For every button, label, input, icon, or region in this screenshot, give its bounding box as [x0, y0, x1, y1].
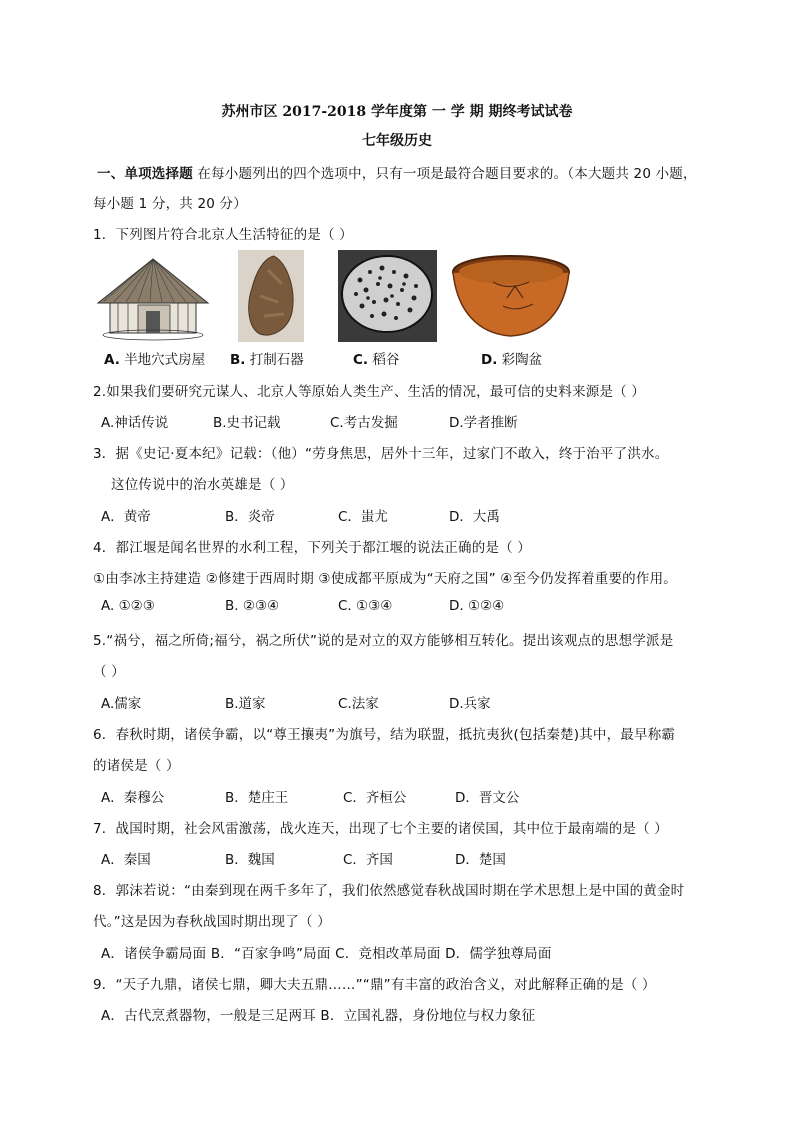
q4-option-d: D. ①②④	[449, 598, 505, 614]
q3-option-c: C．蚩尤	[338, 509, 388, 525]
question-4-statements: ①由李冰主持建造 ②修建于西周时期 ③使成都平原成为“天府之国” ④至今仍发挥着重要的作用。	[93, 571, 677, 587]
question-1-stem: 1．下列图片符合北京人生活特征的是（ ）	[93, 227, 353, 243]
q7-option-d: D．楚国	[455, 852, 506, 868]
question-5-stem: 5.“祸兮，福之所倚;福兮，祸之所伏”说的是对立的双方能够相互转化。提出该观点的思想学派是	[93, 633, 674, 649]
question-6-stem-cont: 的诸侯是（ ）	[93, 758, 180, 774]
q3-option-d: D．大禹	[449, 509, 500, 525]
q1-option-c-letter: C.	[353, 352, 369, 368]
q3-option-b: B．炎帝	[225, 509, 275, 525]
q1-option-d-letter: D.	[481, 352, 498, 368]
exam-subtitle: 七年级历史	[362, 133, 432, 149]
section-instruction-cont: 每小题 1 分，共 20 分）	[93, 196, 247, 212]
q7-option-a: A．秦国	[101, 852, 151, 868]
exam-title: 苏州市区 2017-2018 学年度第 一 学 期 期终考试试卷	[221, 104, 573, 120]
q2-option-b: B.史书记载	[213, 415, 281, 431]
q6-option-c: C．齐桓公	[343, 790, 407, 806]
question-9-stem: 9．“天子九鼎，诸侯七鼎，卿大夫五鼎……”“鼎”有丰富的政治含义，对此解释正确的是（ ）	[93, 977, 656, 993]
q3-option-a: A．黄帝	[101, 509, 151, 525]
q7-option-b: B．魏国	[225, 852, 275, 868]
section-heading: 一、单项选择题	[97, 166, 193, 182]
hut-image	[94, 255, 212, 341]
painted-pottery-image	[449, 252, 573, 340]
q2-option-c: C.考古发掘	[330, 415, 398, 431]
q1-option-a-letter: A.	[104, 352, 120, 368]
stone-tool-image	[238, 250, 304, 342]
q2-option-a: A.神话传说	[101, 415, 169, 431]
question-8-stem: 8．郭沫若说：“由秦到现在两千多年了，我们依然感觉春秋战国时期在学术思想上是中国的黄金时	[93, 883, 685, 899]
q1-option-d-text: 彩陶盆	[497, 352, 543, 368]
question-8-stem-cont: 代。”这是因为春秋战国时期出现了（ ）	[93, 914, 331, 930]
section-instruction: 在每小题列出的四个选项中，只有一项是最符合题目要求的。（本大题共 20 小题，	[192, 166, 697, 182]
q1-option-b-letter: B.	[230, 352, 246, 368]
q1-option-c	[353, 348, 399, 368]
q1-option-b-text: 打制石器	[245, 352, 304, 368]
q1-option-d	[481, 348, 542, 368]
q5-option-b: B.道家	[225, 696, 266, 712]
q1-option-a-text: 半地穴式房屋	[119, 352, 206, 368]
q5-option-c: C.法家	[338, 696, 379, 712]
q7-option-c: C．齐国	[343, 852, 393, 868]
question-5-stem-cont: （ ）	[93, 664, 125, 680]
question-7-stem: 7．战国时期，社会风雷激荡，战火连天，出现了七个主要的诸侯国，其中位于最南端的是（ ）	[93, 821, 668, 837]
question-8-options: A．诸侯争霸局面 B．“百家争鸣”局面 C．竞相改革局面 D．儒学独尊局面	[101, 946, 552, 962]
question-4-stem: 4．都江堰是闻名世界的水利工程，下列关于都江堰的说法正确的是（ ）	[93, 540, 531, 556]
rice-grain-image	[338, 250, 437, 342]
question-2-stem: 2.如果我们要研究元谋人、北京人等原始人类生产、生活的情况，最可信的史料来源是（ ）	[93, 384, 646, 400]
q6-option-d: D．晋文公	[455, 790, 520, 806]
question-6-stem: 6．春秋时期，诸侯争霸，以“尊王攘夷”为旗号，结为联盟，抵抗夷狄(包括秦楚)其中，最早称霸	[93, 727, 676, 743]
q5-option-a: A.儒家	[101, 696, 142, 712]
q5-option-d: D.兵家	[449, 696, 491, 712]
q4-option-b: B. ②③④	[225, 598, 280, 614]
question-9-options: A．古代烹煮器物，一般是三足两耳 B．立国礼器，身份地位与权力象征	[101, 1008, 536, 1024]
q6-option-b: B．楚庄王	[225, 790, 289, 806]
q1-option-b	[230, 348, 304, 368]
q4-option-c: C. ①③④	[338, 598, 393, 614]
q6-option-a: A．秦穆公	[101, 790, 165, 806]
question-3-stem-cont: 这位传说中的治水英雄是（ ）	[111, 477, 294, 493]
q4-option-a: A. ①②③	[101, 598, 155, 614]
q2-option-d: D.学者推断	[449, 415, 518, 431]
q1-option-a	[104, 348, 205, 368]
question-3-stem: 3．据《史记·夏本纪》记载：（他）“劳身焦思，居外十三年，过家门不敢入，终于治平了洪水。	[93, 446, 669, 462]
section-intro	[97, 162, 697, 182]
q1-option-c-text: 稻谷	[368, 352, 400, 368]
